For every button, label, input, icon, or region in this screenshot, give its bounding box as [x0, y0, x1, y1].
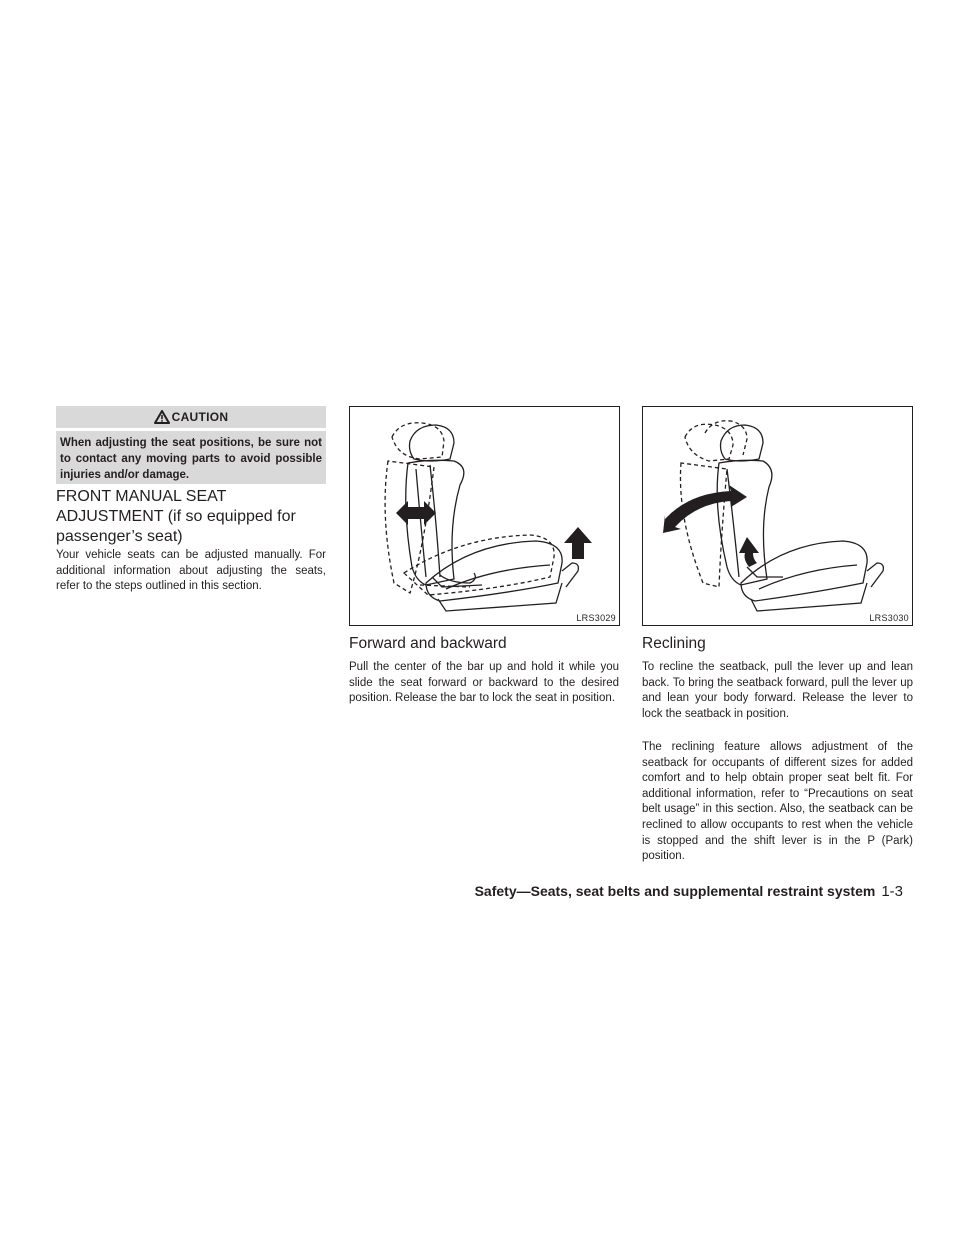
forward-text: Pull the center of the bar up and hold it while you slide the seat forward or backward to the desired position. Release the bar to lock the seat in position.: [349, 661, 619, 705]
section-intro: Your vehicle seats can be adjusted manually. For additional information about adjusting the seats, refer to the steps outlined in this section.: [56, 549, 326, 593]
figure-code-lrs3030: LRS3030: [869, 613, 909, 623]
figure-code-lrs3029: LRS3029: [576, 613, 616, 623]
page-number: 1-3: [881, 883, 903, 900]
reclining-text-1: To recline the seatback, pull the lever up and lean back. To bring the seatback forward, pull the lever up and lean your body forward. Release the lever to lock the seatback in position.: [642, 661, 913, 720]
caution-title: CAUTION: [171, 410, 229, 424]
reclining-heading: Reclining: [642, 635, 706, 652]
seat-slide-illustration: [350, 407, 619, 625]
figure-seat-forward-backward: [349, 406, 620, 626]
section-heading-line2: ADJUSTMENT (if so equipped for: [56, 508, 296, 525]
section-heading-line3: passenger’s seat): [56, 528, 183, 545]
caution-header: [56, 406, 326, 428]
footer-title: Safety—Seats, seat belts and supplemental restraint system: [474, 883, 876, 899]
seat-recline-illustration: [643, 407, 912, 625]
page-footer: [475, 883, 903, 900]
figure-seat-reclining: [642, 406, 913, 626]
caution-box: [56, 406, 326, 481]
reclining-text-2: The reclining feature allows adjustment of the seatback for occupants of different sizes for added comfort and to help obtain proper seat belt fit. For additional information, refer to “Precautions on seat belt usage” in this section. Also, the seatback can be reclined to allow occupants to rest when the vehicle is stopped and the shift lever is in the P (Park) position.: [642, 741, 913, 863]
forward-heading: Forward and backward: [349, 635, 507, 652]
warning-triangle-icon: [154, 410, 170, 424]
section-heading: [56, 487, 336, 547]
section-heading-line1: FRONT MANUAL SEAT: [56, 488, 227, 505]
caution-text: When adjusting the seat positions, be sure not to contact any moving parts to avoid possible injuries and/or damage.: [56, 431, 326, 484]
